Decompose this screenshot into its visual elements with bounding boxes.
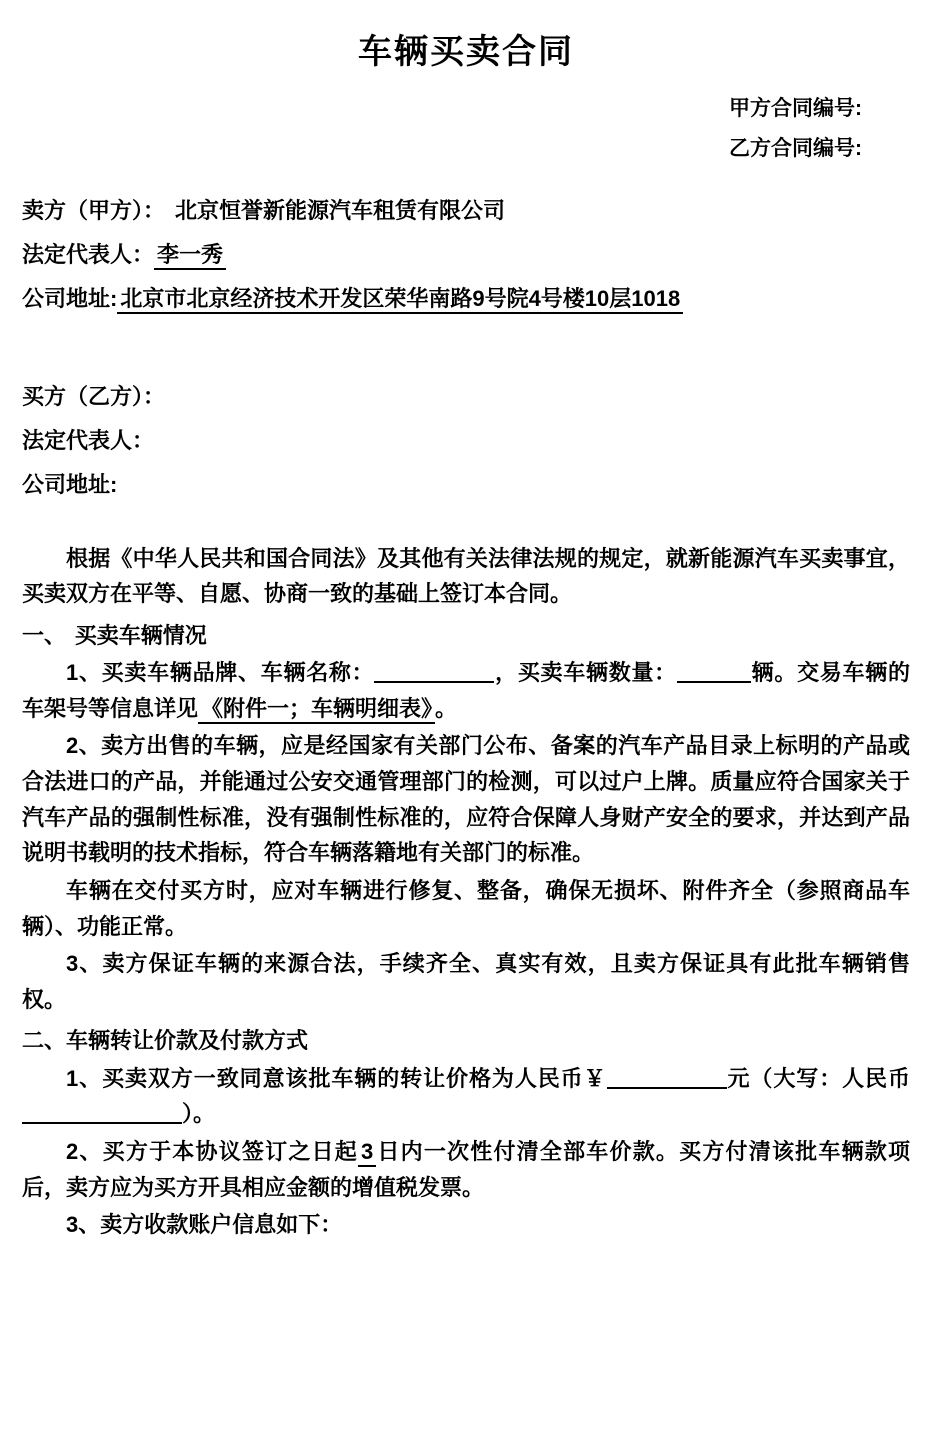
- buyer-name-line: [22, 375, 910, 419]
- attachment-reference: 《附件一；车辆明细表》: [198, 696, 435, 724]
- seller-address-label: 公司地址:: [22, 285, 118, 311]
- section-1-item-1: [22, 655, 910, 726]
- seller-legal-rep-line: [22, 233, 910, 277]
- quantity-blank-field[interactable]: [677, 658, 751, 683]
- price-amount-blank-field[interactable]: [607, 1064, 727, 1089]
- seller-address-value: 北京市北京经济技术开发区荣华南路9号院4号楼10层1018: [117, 286, 683, 314]
- s2i2-lead: 2、买方于本协议签订之日起: [66, 1138, 358, 1164]
- seller-block: [22, 189, 910, 321]
- section-1-title: 买卖车辆情况: [74, 623, 207, 649]
- section-2-number: 二、: [22, 1028, 67, 1054]
- section-heading-2: [22, 1023, 910, 1058]
- section-1-number: 一、: [22, 623, 67, 649]
- section-2-item-2: [22, 1134, 910, 1205]
- payment-days-value: 3: [358, 1139, 376, 1167]
- s1i1-mid: ，买卖车辆数量：: [494, 660, 677, 686]
- buyer-address-line: [22, 463, 910, 507]
- contract-number-party-a: 甲方合同编号:: [729, 97, 862, 120]
- contract-number-block: [22, 89, 910, 169]
- seller-value: 北京恒誉新能源汽车租赁有限公司: [175, 197, 506, 223]
- buyer-legal-rep-line: [22, 419, 910, 463]
- section-2-item-3: 3、卖方收款账户信息如下：: [66, 1212, 343, 1238]
- s1i1-end: 。: [435, 695, 458, 721]
- s2i2-tail: 日内一次性付清全部车价款。买方付清该批车辆款项后，卖方应为买方开具相应金额的增值税发票。: [22, 1138, 910, 1200]
- price-words-blank-field[interactable]: [22, 1099, 182, 1124]
- seller-legal-rep-label: 法定代表人：: [22, 241, 155, 267]
- s1i1-lead: 1、买卖车辆品牌、车辆名称：: [66, 660, 375, 686]
- buyer-legal-rep-label: 法定代表人：: [22, 427, 155, 453]
- seller-label: 卖方（甲方）：: [22, 197, 166, 223]
- buyer-block: [22, 375, 910, 507]
- section-1-item-2: 2、卖方出售的车辆，应是经国家有关部门公布、备案的汽车产品目录上标明的产品或合法进口的产品，并能通过公安交通管理部门的检测，可以过户上牌。质量应符合国家关于汽车产品的强制性标准，没有强制性标准的，应符合保障人身财产安全的要求，并达到产品说明书载明的技术指标，符合车辆落籍地有关部门的标准。: [22, 733, 910, 866]
- seller-legal-rep-value: 李一秀: [154, 242, 226, 270]
- contract-number-party-b: 乙方合同编号:: [729, 136, 862, 160]
- buyer-address-label: 公司地址:: [22, 471, 118, 497]
- section-heading-1: [22, 618, 910, 653]
- section-1-item-3: 车辆在交付买方时，应对车辆进行修复、整备，确保无损坏、附件齐全（参照商品车辆）、功能正常。: [22, 877, 910, 939]
- page-title: 车辆买卖合同: [358, 33, 574, 71]
- section-1-item-4: 3、卖方保证车辆的来源合法，手续齐全、真实有效，且卖方保证具有此批车辆销售权。: [22, 951, 910, 1012]
- section-2-title: 车辆转让价款及付款方式: [66, 1028, 309, 1054]
- buyer-label: 买方（乙方）：: [22, 383, 166, 409]
- s2i1-mid: 元（大写：人民币: [726, 1065, 910, 1091]
- seller-address-line: [22, 277, 910, 321]
- brand-blank-field[interactable]: [374, 658, 494, 683]
- section-2-item-1: [22, 1061, 910, 1132]
- s2i1-tail: ）。: [182, 1101, 216, 1127]
- preamble-paragraph: 根据《中华人民共和国合同法》及其他有关法律法规的规定，就新能源汽车买卖事宜，买卖双方在平等、自愿、协商一致的基础上签订本合同。: [22, 545, 910, 607]
- s1i1-tail: 辆。交易车辆的车架号等信息详见: [22, 660, 910, 721]
- seller-name-line: [22, 189, 910, 233]
- s2i1-lead: 1、买卖双方一致同意该批车辆的转让价格为人民币￥: [66, 1065, 607, 1091]
